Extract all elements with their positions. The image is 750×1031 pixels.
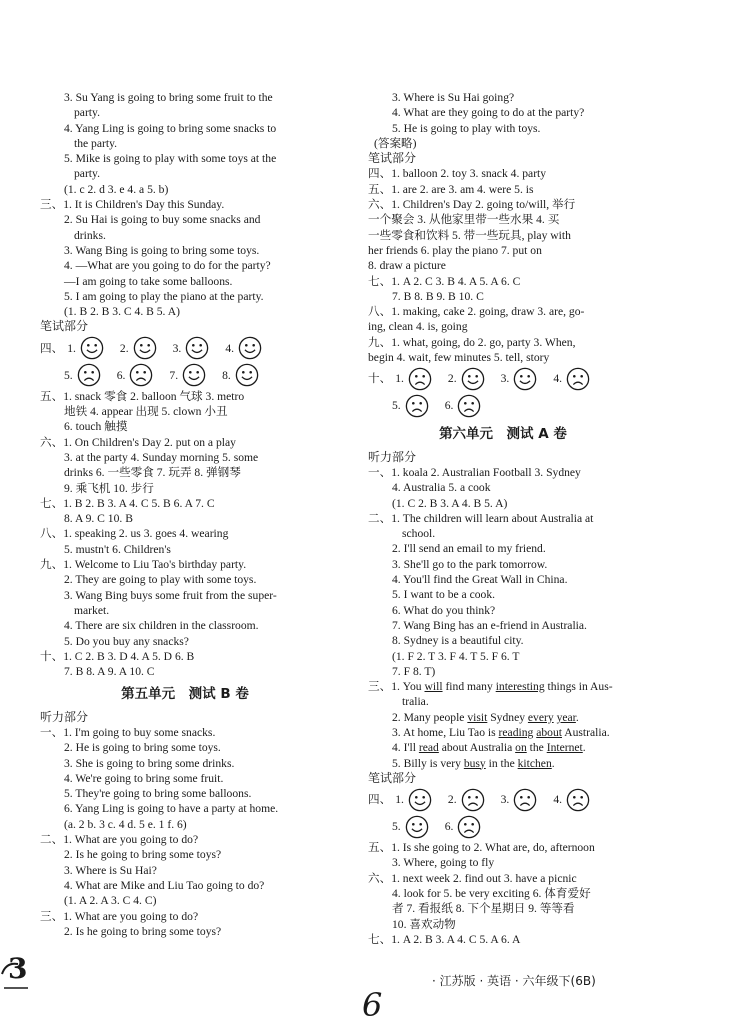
answer-line: ing, clean 4. is, going <box>368 320 468 334</box>
page-number: 3 <box>8 952 28 985</box>
section-qi: 七、1. B 2. B 3. A 4. C 5. B 6. A 7. C <box>40 496 215 510</box>
face-label: 2. <box>447 372 457 386</box>
answer-line: 6. What do you think? <box>392 603 496 617</box>
answer-line: 8. A 9. C 10. B <box>64 512 133 526</box>
answer-line: —I am going to take some balloons. <box>64 274 233 288</box>
answer-line <box>368 710 638 725</box>
section-er: 二、1. What are you going to do? <box>40 833 199 847</box>
answer-line: 4. What are Mike and Liu Tao going to do? <box>64 878 265 892</box>
faces-row <box>368 392 638 419</box>
answer-line: 3. Su Yang is going to bring some fruit to the <box>64 91 273 104</box>
answer-omitted-note: (答案略) <box>374 136 417 150</box>
sad-face-icon <box>408 367 432 391</box>
happy-face-icon <box>513 367 537 391</box>
sad-face-icon <box>513 788 537 812</box>
text-run: 三、1. You <box>368 680 425 694</box>
section-san: 三、1. It is Children's Day this Sunday. <box>40 198 225 212</box>
face-label: 5. <box>392 820 401 834</box>
left-column <box>40 90 330 939</box>
answer-line <box>368 756 638 771</box>
faces-row <box>40 335 330 362</box>
underlined-word: every <box>527 710 554 724</box>
text-run: things in Aus- <box>544 680 613 694</box>
answer-key: (1. F 2. T 3. F 4. T 5. F 6. T <box>392 649 520 663</box>
text-run: the <box>526 741 547 755</box>
answer-line: 者 7. 看报纸 8. 下个星期日 9. 等等看 <box>392 902 575 916</box>
answer-line: party. <box>74 106 100 120</box>
section-liu: 六、1. On Children's Day 2. put on a play <box>40 435 236 449</box>
answer-line: 5. Mike is going to play with some toys at the <box>64 152 277 166</box>
answer-line: 2. He is going to bring some toys. <box>64 741 221 755</box>
happy-face-icon <box>238 336 262 360</box>
underlined-word: on <box>515 741 527 755</box>
underlined-word: visit <box>467 710 488 724</box>
underlined-word: about <box>536 725 562 739</box>
answer-key: (a. 2 b. 3 c. 4 d. 5 e. 1 f. 6) <box>64 817 187 831</box>
written-section-header: 笔试部分 <box>368 770 417 785</box>
text-run: 3. At home, Liu Tao is <box>392 725 499 739</box>
answer-key: (1. C 2. B 3. A 4. B 5. A) <box>392 496 508 510</box>
handwritten-page-number: 6 <box>362 986 383 1024</box>
answer-line: 3. She'll go to the park tomorrow. <box>392 557 548 571</box>
answer-line: 8. Sydney is a beautiful city. <box>392 634 524 648</box>
written-section-header: 笔试部分 <box>368 151 417 166</box>
face-label: 6. <box>444 399 454 413</box>
happy-face-icon <box>461 367 485 391</box>
sad-face-icon <box>566 788 590 812</box>
text-run: . <box>575 710 579 724</box>
happy-face-icon <box>235 363 259 387</box>
answer-line: 5. I am going to play the piano at the party. <box>64 289 264 303</box>
answer-line: 3. at the party 4. Sunday morning 5. some <box>64 450 259 464</box>
happy-face-icon <box>182 363 206 387</box>
answer-line: 2. Is he going to bring some toys? <box>64 924 222 938</box>
answer-line: 3. Wang Bing is going to bring some toys. <box>64 243 260 257</box>
face-label: 5. <box>392 399 401 413</box>
listening-section-header: 听力部分 <box>368 449 417 464</box>
text-run: in the <box>485 756 518 770</box>
happy-face-icon <box>80 336 104 360</box>
answer-line <box>368 740 638 755</box>
answer-line: 2. Su Hai is going to buy some snacks and <box>64 213 261 227</box>
answer-line: 6. touch 触摸 <box>64 420 128 434</box>
answer-line: market. <box>74 603 110 617</box>
face-label: 3. <box>172 341 182 355</box>
underlined-word: kitchen <box>517 756 552 770</box>
section-si: 四、1. balloon 2. toy 3. snack 4. party <box>368 167 547 181</box>
text-run: 5. Billy is very <box>392 756 464 770</box>
answer-line: 4. look for 5. be very exciting 6. 体育爱好 <box>392 887 591 901</box>
face-label: 7. <box>169 368 179 382</box>
answer-line: 地铁 4. appear 出现 5. clown 小丑 <box>64 405 228 419</box>
text-run: about Australia <box>438 741 516 755</box>
section-label: 四、 <box>368 793 392 807</box>
answer-key: (1. A 2. A 3. C 4. C) <box>64 894 157 908</box>
answer-line: 2. I'll send an email to my friend. <box>392 542 546 556</box>
face-label: 2. <box>119 341 129 355</box>
text-run: . <box>582 741 586 755</box>
happy-face-icon <box>405 815 429 839</box>
section-liu: 六、1. next week 2. find out 3. have a picnic <box>368 871 577 885</box>
section-er: 二、1. The children will learn about Australia at <box>368 511 594 525</box>
face-label: 1. <box>67 341 76 355</box>
section-san <box>368 679 638 694</box>
answer-line <box>368 725 638 740</box>
text-run: Sydney <box>487 710 528 724</box>
sad-face-icon <box>129 363 153 387</box>
answer-line: 4. You'll find the Great Wall in China. <box>392 573 568 587</box>
answer-line: 8. draw a picture <box>368 259 446 273</box>
right-column <box>368 90 638 947</box>
sad-face-icon <box>405 394 429 418</box>
answer-line: 3. Where is Su Hai? <box>64 863 157 877</box>
sad-face-icon <box>457 815 481 839</box>
answer-line: the party. <box>74 136 118 150</box>
answer-line: drinks. <box>74 228 106 242</box>
answer-line: 5. Do you buy any snacks? <box>64 634 189 648</box>
answer-line: 7. B 8. A 9. A 10. C <box>64 665 155 679</box>
answer-line: 2. They are going to play with some toys. <box>64 573 257 587</box>
underlined-word: reading <box>498 725 534 739</box>
answer-line: 一些零食和饮料 5. 带一些玩具, play with <box>368 228 571 242</box>
answer-line: 一个聚会 3. 从他家里带一些水果 4. 买 <box>368 213 560 227</box>
answer-line: 4. There are six children in the classroom. <box>64 619 259 633</box>
happy-face-icon <box>133 336 157 360</box>
unit6-title: 第六单元 测试 A 卷 <box>439 426 567 443</box>
answer-line: 5. mustn't 6. Children's <box>64 542 171 556</box>
section-wu: 五、1. snack 零食 2. balloon 气球 3. metro <box>40 389 245 403</box>
face-label: 1. <box>395 793 404 807</box>
text-run: 4. I'll <box>392 741 419 755</box>
answer-line: school. <box>402 527 436 541</box>
text-run: 2. Many people <box>392 710 468 724</box>
answer-line: tralia. <box>402 695 429 709</box>
answer-line: 4. —What are you going to do for the party? <box>64 259 271 273</box>
text-run: find many <box>442 680 496 694</box>
section-jiu: 九、1. Welcome to Liu Tao's birthday party. <box>40 558 247 572</box>
answer-line: her friends 6. play the piano 7. put on <box>368 243 542 257</box>
answer-line: 3. Where is Su Hai going? <box>392 91 515 104</box>
section-liu: 六、1. Children's Day 2. going to/will, 举行 <box>368 198 576 212</box>
sad-face-icon <box>566 367 590 391</box>
underlined-word: year <box>556 710 576 724</box>
face-label: 1. <box>395 372 404 386</box>
text-run: Australia. <box>561 725 610 739</box>
face-label: 6. <box>116 368 126 382</box>
answer-line: 4. We're going to bring some fruit. <box>64 771 224 785</box>
answer-key: 7. F 8. T) <box>392 664 436 678</box>
section-yi: 一、1. I'm going to buy some snacks. <box>40 725 216 739</box>
answer-line: 6. Yang Ling is going to have a party at home. <box>64 802 279 816</box>
section-jiu: 九、1. what, going, do 2. go, party 3. When, <box>368 335 576 349</box>
answer-line: 9. 乘飞机 10. 步行 <box>64 481 154 495</box>
sad-face-icon <box>461 788 485 812</box>
section-san: 三、1. What are you going to do? <box>40 909 199 923</box>
answer-line: 4. Australia 5. a cook <box>392 481 491 495</box>
section-wu: 五、1. Is she going to 2. What are, do, afternoon <box>368 841 595 855</box>
faces-row <box>368 365 638 392</box>
answer-line: 3. Wang Bing buys some fruit from the super- <box>64 588 277 602</box>
written-section-header: 笔试部分 <box>40 319 89 334</box>
faces-row <box>40 362 330 389</box>
section-qi: 七、1. A 2. B 3. A 4. C 5. A 6. A <box>368 932 521 946</box>
answer-line: 7. B 8. B 9. B 10. C <box>392 289 484 303</box>
faces-row <box>368 813 638 840</box>
section-shi: 十、1. C 2. B 3. D 4. A 5. D 6. B <box>40 649 195 663</box>
section-wu: 五、1. are 2. are 3. am 4. were 5. is <box>368 182 534 196</box>
face-label: 4. <box>225 341 235 355</box>
underlined-word: busy <box>463 756 486 770</box>
listening-section-header: 听力部分 <box>40 709 89 724</box>
answer-line: 3. Where, going to fly <box>392 856 495 870</box>
section-ba: 八、1. speaking 2. us 3. goes 4. wearing <box>40 527 229 541</box>
answer-line: 2. Is he going to bring some toys? <box>64 848 222 862</box>
happy-face-icon <box>408 788 432 812</box>
section-ba: 八、1. making, cake 2. going, draw 3. are, go- <box>368 305 585 319</box>
face-label: 3. <box>500 793 510 807</box>
sad-face-icon <box>77 363 101 387</box>
face-label: 3. <box>500 372 510 386</box>
faces-row <box>368 786 638 813</box>
answer-line: 5. I want to be a cook. <box>392 588 496 602</box>
answer-line: 4. Yang Ling is going to bring some snacks to <box>64 121 277 135</box>
face-label: 5. <box>64 368 73 382</box>
happy-face-icon <box>185 336 209 360</box>
underlined-word: read <box>418 741 439 755</box>
answer-line: 10. 喜欢动物 <box>392 917 456 931</box>
answer-key: (1. c 2. d 3. e 4. a 5. b) <box>64 182 169 196</box>
footer-edition: · 江苏版 · 英语 · 六年级下(6B) <box>432 974 596 988</box>
face-label: 4. <box>553 793 563 807</box>
text-run: . <box>551 756 555 770</box>
answer-line: begin 4. wait, few minutes 5. tell, story <box>368 351 550 365</box>
answer-key: (1. B 2. B 3. C 4. B 5. A) <box>64 305 180 319</box>
answer-line: 3. She is going to bring some drinks. <box>64 756 235 770</box>
answer-line: drinks 6. 一些零食 7. 玩弄 8. 弹钢琴 <box>64 466 241 480</box>
face-label: 8. <box>222 368 231 382</box>
answer-line: 5. They're going to bring some balloons. <box>64 787 252 801</box>
underlined-word: Internet <box>546 741 583 755</box>
section-yi: 一、1. koala 2. Australian Football 3. Sydney <box>368 465 581 479</box>
unit5-title: 第五单元 测试 B 卷 <box>121 686 249 703</box>
face-label: 2. <box>447 793 457 807</box>
underlined-word: interesting <box>495 680 545 694</box>
face-label: 4. <box>553 372 563 386</box>
sad-face-icon <box>457 394 481 418</box>
underlined-word: will <box>424 680 443 694</box>
answer-line: 7. Wang Bing has an e-friend in Australia. <box>392 618 587 632</box>
section-qi: 七、1. A 2. C 3. B 4. A 5. A 6. C <box>368 274 521 288</box>
answer-line: 4. What are they going to do at the party? <box>392 106 585 120</box>
section-label: 十、 <box>368 372 392 386</box>
answer-line: 5. He is going to play with toys. <box>392 121 541 135</box>
answer-line: party. <box>74 167 100 181</box>
face-label: 6. <box>444 820 454 834</box>
section-label: 四、 <box>40 341 64 355</box>
